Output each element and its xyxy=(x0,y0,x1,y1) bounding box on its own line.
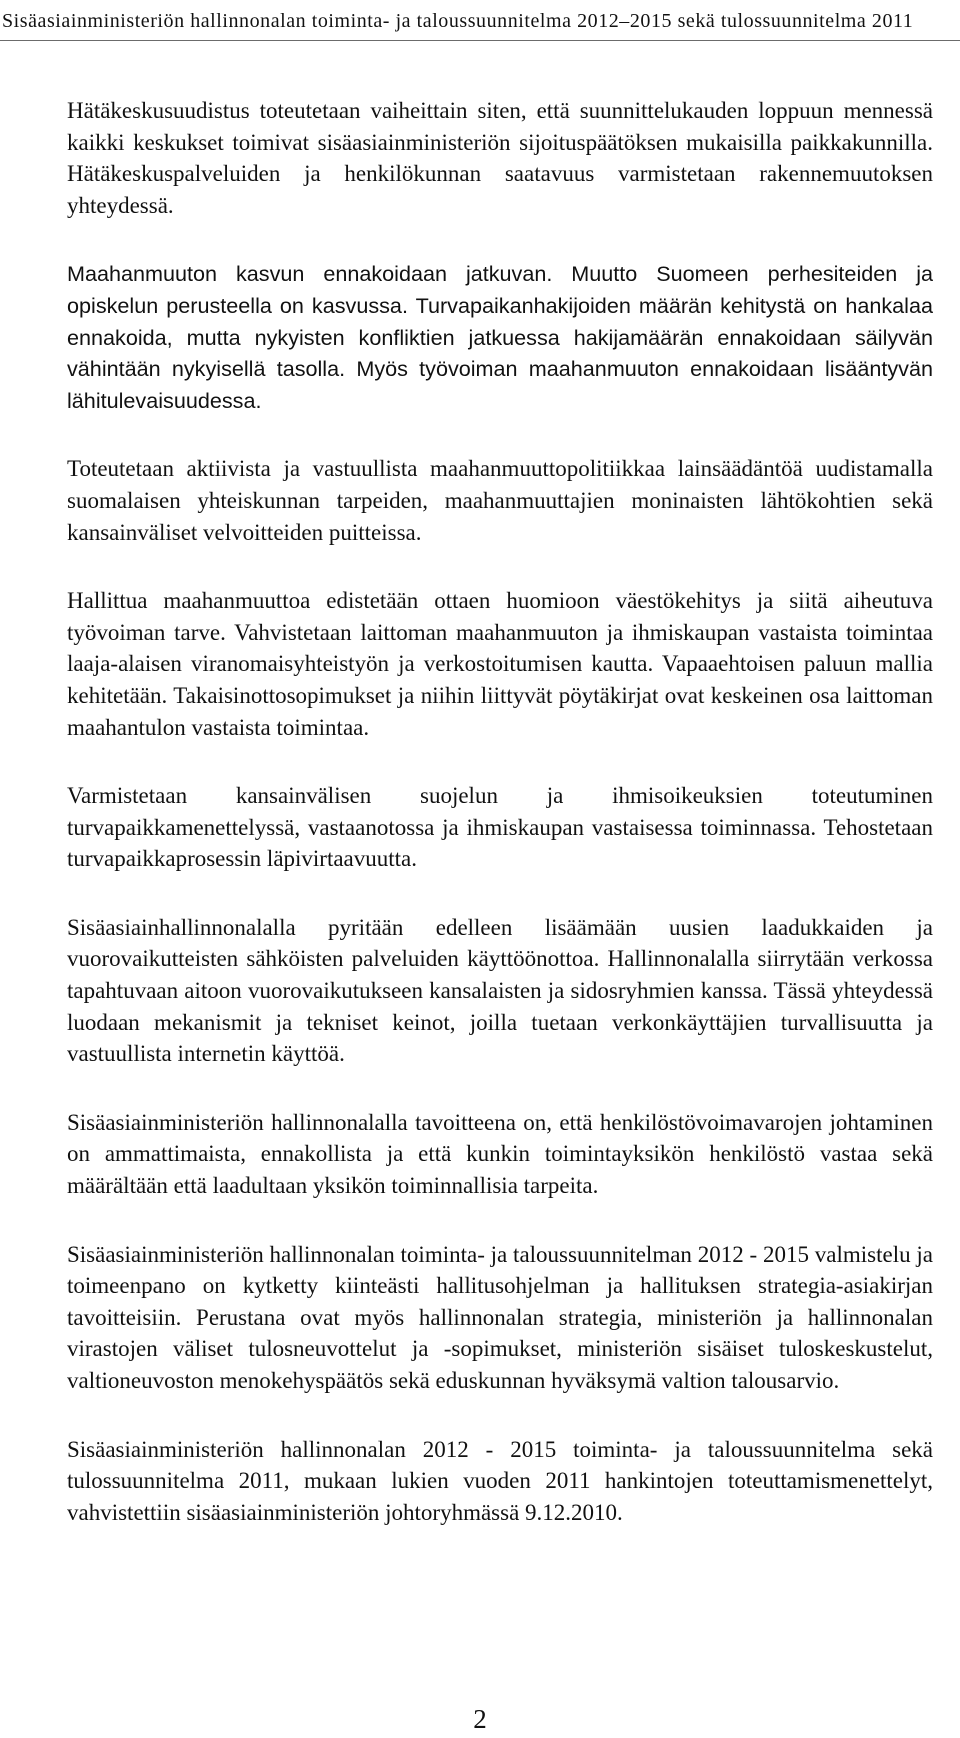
running-header xyxy=(0,9,960,41)
paragraph-personnel-management: Sisäasiainministeriön hallinnonalalla tavoitteena on, että henkilöstövoimavarojen johtaminen on ammattimaista, ennakollista ja että kunkin toimintayksikön henkilöstö vastaa sekä määrältään että laadultaan yksikön toiminnallisia tarpeita. xyxy=(67,1109,933,1199)
paragraph-plan-preparation: Sisäasiainministeriön hallinnonalan toiminta- ja taloussuunnitelman 2012 - 2015 valmistelu ja toimeenpano on kytketty kiinteästi hallitusohjelman ja hallituksen strategia-asiakirjan tavoitteisiin. Perustana ovat myös hallinnonalan strategia, ministeriön ja hallinnonalan virastojen väliset tulosneuvottelut ja -sopimukset, ministeriön sisäiset tuloskeskustelut, valtioneuvoston menokehyspäätös sekä eduskunnan hyväksymä valtion talousarvio. xyxy=(67,1241,933,1393)
paragraph-immigration-policy: Toteutetaan aktiivista ja vastuullista maahanmuuttopolitiikkaa lainsäädäntöä uudistamalla suomalaisen yhteiskunnan tarpeiden, maahanmuuttajien moninaisten lähtökohtien sekä kansainväliset velvoitteiden puitteissa. xyxy=(67,456,933,545)
paragraph-immigration-forecast: Maahanmuuton kasvun ennakoidaan jatkuvan. Muutto Suomeen perhesiteiden ja opiskelun perusteella on kasvussa. Turvapaikanhakijoiden määrän kehitystä on hankalaa ennakoida, mutta nykyisten konfliktien jatkuessa hakijamäärän ennakoidaan säilyvän vähintään nykyisellä tasolla. Myös työvoiman maahanmuuton ennakoidaan lisääntyvän lähitulevaisuudessa. xyxy=(67,261,933,413)
running-header-title: Sisäasiainministeriön hallinnonalan toiminta- ja taloussuunnitelma 2012–2015 sekä tulossuunnitelma 2011 xyxy=(2,10,914,32)
paragraph-managed-immigration: Hallittua maahanmuuttoa edistetään ottaen huomioon väestökehitys ja siitä aiheutuva työvoiman tarve. Vahvistetaan laittoman maahanmuuton ja ihmiskaupan vastaista toimintaa laaja-alaisen viranomaisyhteistyön ja verkostoitumisen kautta. Vapaaehtoisen paluun mallia kehitetään. Takaisinottosopimukset ja niihin liittyvät pöytäkirjat ovat keskeinen osa laittoman maahantulon vastaista toimintaa. xyxy=(67,588,933,740)
page-number: 2 xyxy=(473,1704,487,1734)
paragraph-electronic-services: Sisäasiainhallinnonalalla pyritään edelleen lisäämään uusien laadukkaiden ja vuorovaikutteisten sähköisten palveluiden käyttöönottoa. Hallinnonalalla siirrytään verkossa tapahtuvaan aitoon vuorovaikutukseen kansalaisten ja sidosryhmien kanssa. Tässä yhteydessä luodaan mekanismit ja tekniset keinot, joilla tuetaan verkonkäyttäjien turvallisuutta ja vastuullista internetin käyttöä. xyxy=(67,914,933,1067)
paragraph-international-protection: Varmistetaan kansainvälisen suojelun ja ihmisoikeuksien toteutuminen turvapaikkamenettelyssä, vastaanotossa ja ihmiskaupan vastaisessa toiminnassa. Tehostetaan turvapaikkaprosessin läpivirtaavuutta. xyxy=(67,783,933,872)
page-footer xyxy=(0,1704,960,1734)
document-body xyxy=(67,95,933,1565)
paragraph-emergency-centre-reform: Hätäkeskusuudistus toteutetaan vaiheittain siten, että suunnittelukauden loppuun mennessä kaikki keskukset toimivat sisäasiainministeriön sijoituspäätöksen mukaisilla paikkakunnilla. Hätäkeskuspalveluiden ja henkilökunnan saatavuus varmistetaan rakennemuutoksen yhteydessä. xyxy=(67,98,933,218)
paragraph-plan-approval: Sisäasiainministeriön hallinnonalan 2012 - 2015 toiminta- ja taloussuunnitelma sekä tulossuunnitelma 2011, mukaan lukien vuoden 2011 hankintojen toteuttamismenettelyt, vahvistettiin sisäasiainministeriön johtoryhmässä 9.12.2010. xyxy=(67,1436,933,1525)
